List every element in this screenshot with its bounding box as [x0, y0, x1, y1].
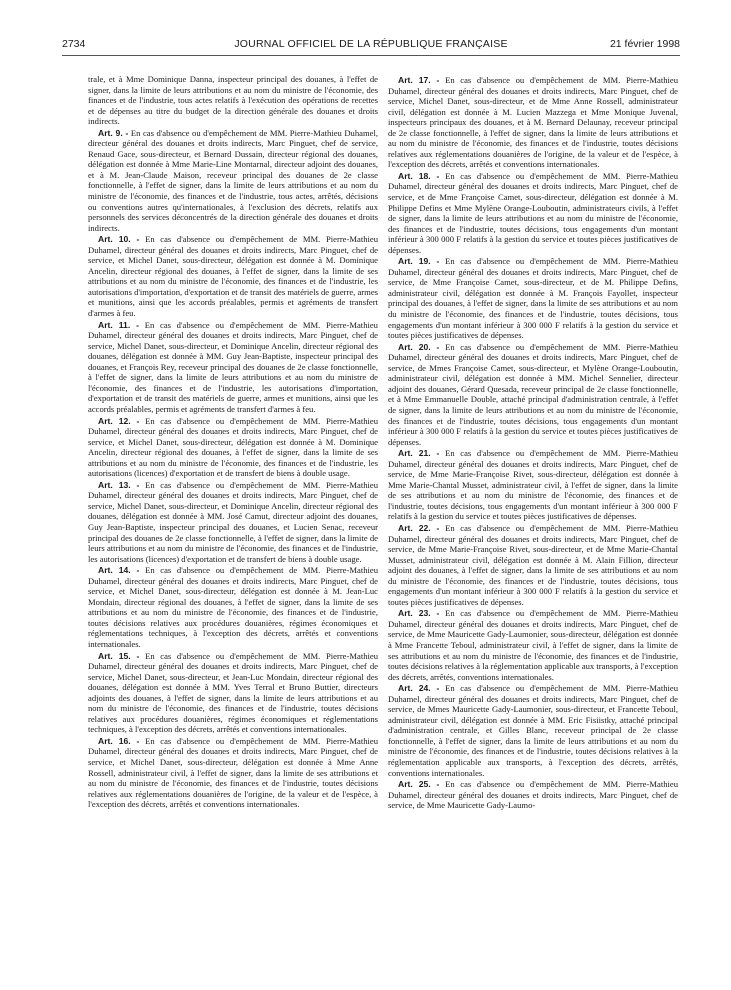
article-paragraph: [388, 779, 678, 811]
article-paragraph: [388, 608, 678, 682]
article-paragraph: [88, 480, 378, 564]
article-label: Art. 11. -: [98, 319, 140, 330]
article-label: Art. 9. -: [98, 127, 129, 138]
article-paragraph: [88, 320, 378, 415]
article-text: En cas d'absence ou d'empêchement de MM. Pierre-Mathieu Duhamel, directeur général des douanes et droits indirects, Marc Pinguet, chef de service, de Mme Mauricette Gady-Laumo-: [388, 779, 678, 811]
article-paragraph: [88, 234, 378, 318]
article-text: En cas d'absence ou d'empêchement de MM. Pierre-Mathieu Duhamel, directeur général des douanes et droits indirects, Marc Pinguet, chef de service, et Michel Danet, sous-directeur, délégation est donnée à M. Dominique Ancelin, directeur régional des douanes, à l'effet de signer, dans la limite de ses attributions et au nom du ministre de l'économie, des finances et de l'industrie, les autorisations (licences) d'exportation et de transfert de biens à double usage.: [88, 415, 378, 479]
article-paragraph: [88, 74, 378, 127]
article-paragraph: [388, 683, 678, 778]
article-text: trale, et à Mme Dominique Danna, inspecteur principal des douanes, à l'effet de signer, dans la limite de leurs attributions et au nom du ministre de l'économie, des finances et de l'industrie, tous actes relatifs à l'exécution des opérations de recettes et de dépenses au titre du budget de la direction générale des douanes et droits indirects.: [88, 74, 378, 127]
article-label: Art. 25. -: [398, 779, 440, 790]
article-text: En cas d'absence ou d'empêchement de MM. Pierre-Mathieu Duhamel, directeur général des douanes et droits indirects, Marc Pinguet, chef de service, Renaud Gace, sous-directeur, et Bernard Dussain, directeur régional des douanes, délégation est donnée à Mme Marie-Line Montarnal, directeur adjoint des douanes, et à M. Jean-Claude Maison, receveur principal des douanes de 2e classe fonctionnelle, à l'effet de signer, dans la limite de leurs attributions et au nom du ministre de l'économie, des finances et de l'industrie, tous actes, arrêtés, décisions ou conventions autres qu'internationales, à l'exclusion des décrets, relatifs aux personnels des services déconcentrés de la direction générale des douanes et droits indirects.: [88, 127, 378, 233]
article-paragraph: [88, 565, 378, 649]
article-label: Art. 23. -: [398, 608, 440, 619]
article-paragraph: [388, 342, 678, 447]
article-text: En cas d'absence ou d'empêchement de MM. Pierre-Mathieu Duhamel, directeur général des douanes et droits indirects, Marc Pinguet, chef de service, Michel Danet, sous-directeur, et de Mme Anne Rossell, administrateur civil, délégation est donnée à M. Lucien Mazzega et Mme Monique Juvenal, inspecteurs principaux des douanes, et à M. Bernard Delaunay, receveur principal de 2e classe fonctionnelle, à l'effet de signer, dans la limite de leurs attributions et au nom du ministre de l'économie, des finances et de l'industrie, toutes décisions relatives aux réglementations douanières de l'origine, de la valeur et de l'espèce, à l'exception des décrets, arrêtés et conventions internationales.: [388, 75, 678, 170]
article-text: En cas d'absence ou d'empêchement de MM. Pierre-Mathieu Duhamel, directeur général des douanes et droits indirects, Marc Pinguet, chef de service, et Michel Danet, sous-directeur, délégation est donnée à M. Dominique Ancelin, directeur régional des douanes, à l'effet de signer, dans la limite de ses attributions et au nom du ministre de l'économie, des finances et de l'industrie, les autorisations d'importation, d'exportation et de transit des matériels de guerre, armes et munitions, ainsi que les accords préalables, permis et agréments de transfert d'armes à feu.: [88, 234, 378, 319]
article-label: Art. 15. -: [98, 650, 140, 661]
page-header: [62, 38, 680, 52]
article-label: Art. 22. -: [398, 522, 440, 533]
article-text: En cas d'absence ou d'empêchement de MM. Pierre-Mathieu Duhamel, directeur général des douanes et droits indirects, Marc Pinguet, chef de service, de Mmes Mauricette Gady-Laumonier, sous-directeur, et Francette Teboul, administrateur civil, délégation est donnée à MM. Eric Fisiistky, attaché principal d'administration centrale, et Gilles Blanc, receveur principal de 2e classe fonctionnelle, à l'effet de signer, dans la limite de leurs attributions et au nom du ministre de l'économie, des finances et de l'industrie, toutes décisions relatives à la réglementation applicable aux transports, à l'exception des décrets, arrêtés, conventions internationales.: [388, 683, 678, 778]
article-label: Art. 10. -: [98, 234, 140, 245]
left-column: [88, 74, 378, 969]
article-text: En cas d'absence ou d'empêchement de MM. Pierre-Mathieu Duhamel, directeur général des douanes et droits indirects, Marc Pinguet, chef de service, de Mme Marie-Françoise Rivet, sous-directeur, délégation est donnée à Mme Marie-Chantal Musset, administrateur civil, à l'effet de signer, dans la limite de ses attributions et au nom du ministre de l'économie, des finances et de l'industrie, toutes décisions, tous engagements d'un montant inférieur à 300 000 F relatifs à la gestion du service et toutes pièces justificatives de dépenses.: [388, 448, 678, 522]
header-rule: [62, 55, 680, 56]
article-label: Art. 16. -: [98, 735, 140, 746]
article-label: Art. 24. -: [398, 683, 440, 694]
article-paragraph: [388, 171, 678, 255]
article-text: En cas d'absence ou d'empêchement de MM. Pierre-Mathieu Duhamel, directeur général des douanes et droits indirects, Marc Pinguet, chef de service, de Mme Marie-Françoise Rivet, sous-directeur, et de Mme Marie-Chantal Musset, administrateur civil, délégation est donnée à M. Alain Fillion, directeur adjoint des douanes, à l'effet de signer, dans la limite de ses attributions et au nom du ministre de l'économie, des finances et de l'industrie, toutes décisions, tous engagements d'un montant inférieur à 300 000 F relatifs à la gestion du service et toutes pièces justificatives de dépenses.: [388, 522, 678, 607]
article-text: En cas d'absence ou d'empêchement de MM. Pierre-Mathieu Duhamel, directeur général des douanes et droits indirects, Marc Pinguet, chef de service, Michel Danet, sous-directeur, et Jean-Luc Mondain, directeur régional des douanes, délégation est donnée à MM. Yves Terral et Bruno Buttier, directeurs adjoints des douanes, à l'effet de signer, dans la limite de leurs attributions et au nom du ministre de l'économie, des finances et de l'industrie, toutes décisions relatives aux procédures douanières, régimes économiques et réglementations techniques, à l'exception des décrets, arrêtés et conventions internationales.: [88, 650, 378, 735]
article-label: Art. 18. -: [398, 170, 440, 181]
article-paragraph: [388, 448, 678, 522]
article-text: En cas d'absence ou d'empêchement de MM. Pierre-Mathieu Duhamel, directeur général des douanes et droits indirects, Marc Pinguet, chef de service, Michel Danet, sous-directeur, et Dominique Ancelin, directeur régional des douanes, délégation est donnée à MM. Guy Jean-Baptiste, inspecteur principal des douanes, et François Rey, receveur principal des douanes de 2e classe fonctionnelle, à l'effet de signer, dans la limite de leurs attributions et au nom du ministre de l'économie, des finances et de l'industrie, les autorisations d'importation, d'exportation et de transit des matériels de guerre, armes et munitions, ainsi que les accords préalables, permis et agréments de transfert d'armes à feu.: [88, 319, 378, 414]
article-text: En cas d'absence ou d'empêchement de MM. Pierre-Mathieu Duhamel, directeur général des douanes et droits indirects, Marc Pinguet, chef de service, et de Mme Françoise Camet, sous-directeur, délégation est donnée à M. Philippe Defins et Mme Mylène Orange-Louboutin, administrateurs civils, à l'effet de signer, dans la limite de leurs attributions et au nom du ministre de l'économie, des finances et de l'industrie, toutes décisions, tous engagements d'un montant inférieur à 300 000 F relatifs à la gestion du service et toutes pièces justificatives de dépenses.: [388, 170, 678, 255]
article-label: Art. 12. -: [98, 415, 140, 426]
right-column: [388, 74, 678, 969]
article-label: Art. 21. -: [398, 448, 440, 459]
article-paragraph: [88, 736, 378, 810]
article-text: En cas d'absence ou d'empêchement de MM. Pierre-Mathieu Duhamel, directeur général des douanes et droits indirects, Marc Pinguet, chef de service, de Mme Mauricette Gady-Laumonier, sous-directeur, délégation est donnée à Mme Francette Teboul, administrateur civil, à l'effet de signer, dans la limite de ses attributions et au nom du ministre de l'économie, des finances et de l'industrie, toutes décisions relatives à la réglementation applicable aux transports, à l'exception des décrets, arrêtés, conventions internationales.: [388, 608, 678, 682]
article-label: Art. 20. -: [398, 341, 440, 352]
article-text: En cas d'absence ou d'empêchement de MM. Pierre-Mathieu Duhamel, directeur général des douanes et droits indirects, Marc Pinguet, chef de service, de Mme Françoise Camet, sous-directeur, et de M. Philippe Defins, administrateur civil, délégation est donnée à M. François Fayollet, inspecteur principal des douanes, à l'effet de signer, dans la limite de ses attributions et au nom du ministre de l'économie, des finances et de l'industrie, toutes décisions, tous engagements d'un montant inférieur à 300 000 F relatifs à la gestion du service et toutes pièces justificatives de dépenses.: [388, 256, 678, 341]
article-text: En cas d'absence ou d'empêchement de MM. Pierre-Mathieu Duhamel, directeur général des douanes et droits indirects, Marc Pinguet, chef de service, de Mmes Françoise Camet, sous-directeur, et Mylène Orange-Louboutin, administrateur civil, délégation est donnée à MM. Michel Sennelier, directeur adjoint des douanes, Gérard Quesada, receveur principal de 2e classe fonctionnelle, et à Mme Emmanuelle Double, attaché principal d'administration centrale, à l'effet de signer, dans la limite de leurs attributions et au nom du ministre de l'économie, des finances et de l'industrie, toutes décisions, tous engagements d'un montant inférieur à 300 000 F relatifs à la gestion du service et toutes pièces justificatives de dépenses.: [388, 341, 678, 447]
article-text: En cas d'absence ou d'empêchement de MM. Pierre-Mathieu Duhamel, directeur général des douanes et droits indirects, Marc Pinguet, chef de service, Michel Danet, sous-directeur, et Dominique Ancelin, directeur régional des douanes, délégation est donnée à MM. José Camut, directeur adjoint des douanes, Guy Jean-Baptiste, inspecteur principal des douanes, et Lucien Senac, receveur principal des douanes de 2e classe fonctionnelle, à l'effet de signer, dans la limite de leurs attributions et au nom du ministre de l'économie, des finances et de l'industrie, les autorisations (licences) d'exportation et de transfert de biens à double usage.: [88, 479, 378, 564]
article-paragraph: [88, 416, 378, 479]
article-text: En cas d'absence ou d'empêchement de MM. Pierre-Mathieu Duhamel, directeur général des douanes et droits indirects, Marc Pinguet, chef de service, et Michel Danet, sous-directeur, délégation est donnée à M. Jean-Luc Mondain, directeur régional des douanes, à l'effet de signer, dans la limite de ses attributions et au nom du ministre de l'économie, des finances et de l'industrie, toutes décisions relatives aux procédures douanières, régimes économiques et réglementations techniques, à l'exception des décrets, arrêtés et conventions internationales.: [88, 565, 378, 649]
article-paragraph: [388, 75, 678, 170]
article-paragraph: [388, 256, 678, 340]
article-label: Art. 13. -: [98, 479, 140, 490]
article-paragraph: [388, 523, 678, 607]
article-text: En cas d'absence ou d'empêchement de MM. Pierre-Mathieu Duhamel, directeur général des douanes et droits indirects, Marc Pinguet, chef de service, et Michel Danet, sous-directeur, délégation est donnée à Mme Anne Rossell, administrateur civil, à l'effet de signer, dans la limite de ses attributions et au nom du ministre de l'économie, des finances et de l'industrie, toutes décisions relatives aux réglementations douanières de l'origine, de la valeur et de l'espèce, à l'exception des décrets, arrêtés et conventions internationales.: [88, 735, 378, 810]
article-label: Art. 14. -: [98, 565, 140, 576]
journal-title: JOURNAL OFFICIEL DE LA RÉPUBLIQUE FRANÇAISE: [234, 38, 508, 50]
article-paragraph: [88, 651, 378, 735]
article-label: Art. 19. -: [398, 256, 440, 267]
article-paragraph: [88, 128, 378, 233]
publication-date: 21 février 1998: [609, 38, 680, 50]
article-label: Art. 17. -: [398, 75, 440, 85]
page-number: 2734: [62, 38, 86, 50]
